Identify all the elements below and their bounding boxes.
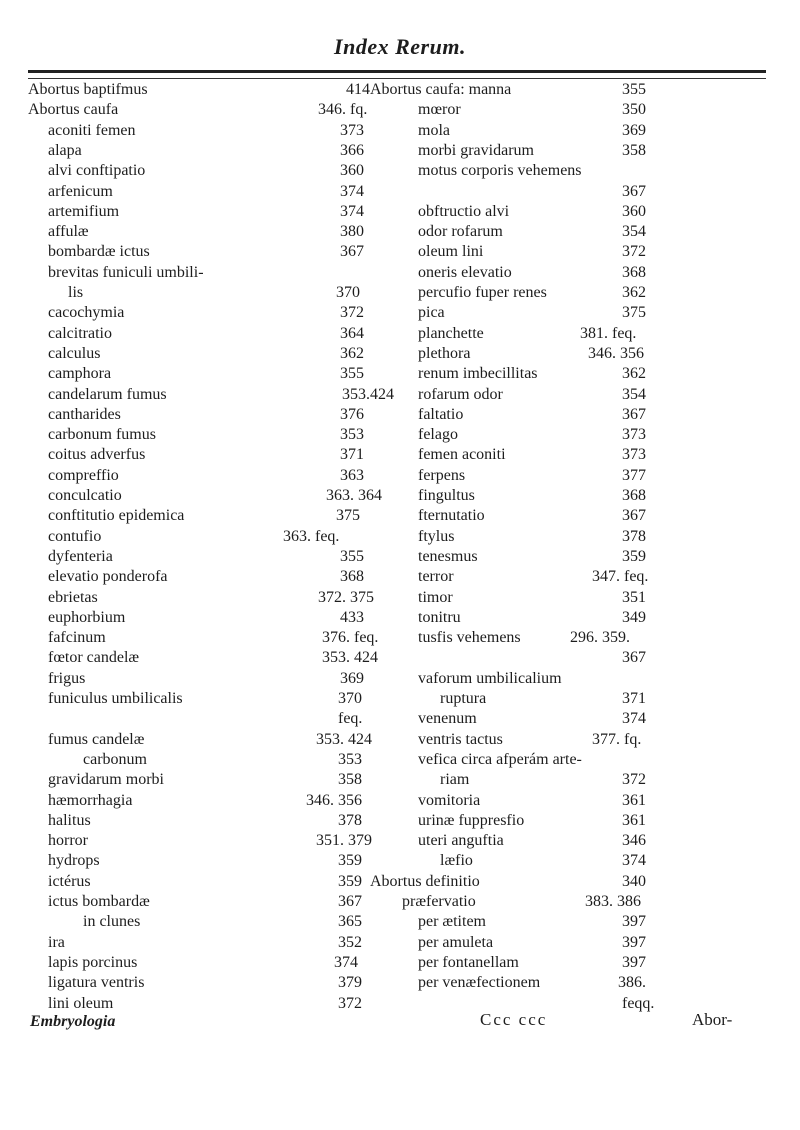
index-term: læfio <box>440 852 473 870</box>
index-pages: 369 <box>340 669 364 687</box>
index-entry <box>402 892 641 912</box>
index-pages: 379 <box>338 974 362 992</box>
index-term: horror <box>48 832 88 850</box>
index-term: fœtor candelæ <box>48 649 140 667</box>
index-pages: 374 <box>334 953 358 971</box>
index-entry <box>48 770 362 790</box>
index-term: artemifium <box>48 202 120 220</box>
index-pages: 381. feq. <box>580 324 637 342</box>
index-pages: 353 <box>338 750 362 768</box>
index-entry <box>48 973 362 993</box>
index-pages: 346. 356 <box>306 791 362 809</box>
index-term: carbonum <box>83 750 147 768</box>
index-pages: 368 <box>622 487 646 504</box>
index-entry <box>83 750 362 770</box>
index-pages: feq. <box>338 710 363 728</box>
index-pages: 367 <box>338 893 362 910</box>
index-entry <box>418 669 562 689</box>
index-term: planchette <box>418 324 484 342</box>
index-pages: 376. feq. <box>322 629 379 647</box>
index-pages: 353. 424 <box>316 730 372 748</box>
index-entry <box>48 385 394 405</box>
index-term: aconiti femen <box>48 121 136 139</box>
index-pages: 346. fq. <box>318 101 368 119</box>
index-entry <box>418 730 642 750</box>
index-term: timor <box>418 588 453 606</box>
index-entry <box>418 100 646 120</box>
index-pages: 363. 364 <box>326 487 382 504</box>
index-pages: 354 <box>622 385 646 403</box>
index-pages: 377. fq. <box>592 730 642 748</box>
index-entry <box>418 709 646 729</box>
index-entry <box>418 385 646 405</box>
index-pages: 375 <box>622 304 646 322</box>
index-term: calculus <box>48 344 101 362</box>
index-pages: 376 <box>340 405 364 423</box>
index-pages: 414 <box>346 81 370 98</box>
index-term: fumus candelæ <box>48 730 145 748</box>
index-entry <box>418 324 637 344</box>
index-term: præfervatio <box>402 893 476 910</box>
index-term: plethora <box>418 344 471 362</box>
index-term: ruptura <box>440 690 487 707</box>
index-pages: 375 <box>336 507 360 525</box>
index-pages: 347. feq. <box>592 568 649 586</box>
index-entry <box>48 892 362 912</box>
index-entry <box>48 648 378 668</box>
index-entry <box>418 831 646 851</box>
index-pages: 349 <box>622 608 646 626</box>
index-entry <box>418 303 646 323</box>
index-entry <box>418 811 646 831</box>
index-term: ftylus <box>418 527 455 545</box>
index-term: tusfis vehemens <box>418 629 521 647</box>
index-entry <box>48 689 362 709</box>
index-pages: 374 <box>340 182 364 200</box>
index-entry <box>48 405 364 425</box>
index-term: percufio fuper renes <box>418 284 547 301</box>
index-term: lapis porcinus <box>48 953 138 971</box>
index-entry <box>48 466 364 486</box>
index-term: arfenicum <box>48 182 113 200</box>
index-entry <box>48 161 364 181</box>
index-term: gravidarum morbi <box>48 771 164 789</box>
index-entry <box>48 263 204 283</box>
index-term: ventris tactus <box>418 730 503 748</box>
index-term: in clunes <box>83 913 141 931</box>
index-pages: 374 <box>622 710 646 728</box>
index-entry <box>48 811 362 831</box>
index-pages: 374 <box>340 202 364 220</box>
index-entry <box>48 182 364 202</box>
index-entry <box>440 851 646 871</box>
index-term: pica <box>418 304 445 322</box>
index-entry <box>418 161 582 181</box>
index-pages: 371 <box>340 446 364 464</box>
index-term: vomitoria <box>418 791 481 809</box>
index-pages: 373 <box>622 426 646 444</box>
index-pages: 362 <box>340 344 364 362</box>
index-pages: 377 <box>622 466 646 484</box>
index-pages: 351. 379 <box>316 832 372 850</box>
index-pages: 358 <box>622 141 646 159</box>
index-entry <box>48 242 364 262</box>
index-term: ictérus <box>48 872 91 890</box>
index-term: dyfenteria <box>48 547 113 565</box>
index-pages: 397 <box>622 953 646 971</box>
index-term: hydrops <box>48 852 100 870</box>
index-entry <box>48 324 364 344</box>
index-pages: 370 <box>338 690 362 707</box>
index-pages: 372 <box>622 771 646 789</box>
index-entry <box>418 750 582 770</box>
index-pages: 362 <box>622 365 646 383</box>
index-entry <box>48 953 358 973</box>
index-entry <box>28 100 368 120</box>
index-term: camphora <box>48 365 112 383</box>
index-pages: 366 <box>340 141 364 159</box>
index-pages: 364 <box>340 324 364 342</box>
index-entry <box>48 121 364 141</box>
index-pages: 346. 356 <box>588 344 644 362</box>
index-entry <box>418 973 646 993</box>
index-pages: 353.424 <box>342 385 394 403</box>
index-pages: 373 <box>340 121 364 139</box>
index-term: compreffio <box>48 466 119 484</box>
index-entry <box>370 872 646 892</box>
index-pages: 359 <box>338 872 362 890</box>
index-pages: 369 <box>622 121 646 139</box>
index-pages: 353. 424 <box>322 649 378 667</box>
page-title: Index Rerum. <box>334 34 466 59</box>
index-term: bombardæ ictus <box>48 243 150 261</box>
index-entry <box>48 547 364 567</box>
index-term: uteri anguftia <box>418 832 504 850</box>
index-entry <box>418 344 644 364</box>
index-pages: 372 <box>338 994 362 1012</box>
index-entry <box>418 425 646 445</box>
index-pages: 378 <box>622 527 646 545</box>
index-term: alapa <box>48 141 82 159</box>
index-pages: 380 <box>340 223 364 241</box>
index-term: tonitru <box>418 608 461 626</box>
index-entry <box>418 405 646 425</box>
index-pages: 367 <box>622 649 646 667</box>
index-entry <box>418 628 630 648</box>
index-entry <box>418 791 646 811</box>
index-term: ira <box>48 933 65 951</box>
index-entry <box>48 202 364 222</box>
index-pages: 368 <box>622 263 646 281</box>
index-entry <box>48 527 340 547</box>
index-pages: 368 <box>340 568 364 586</box>
index-pages: 372 <box>340 304 364 322</box>
index-entry <box>418 364 646 384</box>
index-term: motus corporis vehemens <box>418 162 582 180</box>
index-entry <box>48 486 382 506</box>
index-pages: 383. 386 <box>585 893 641 910</box>
index-term: halitus <box>48 811 91 829</box>
index-pages: 362 <box>622 284 646 301</box>
index-pages: 361 <box>622 811 646 829</box>
index-entry <box>418 283 646 303</box>
index-term: odor rofarum <box>418 223 503 241</box>
index-term: venenum <box>418 710 477 728</box>
index-term: contufio <box>48 527 102 545</box>
index-entry <box>418 141 646 161</box>
index-pages: 363. feq. <box>283 527 340 545</box>
index-term: femen aconiti <box>418 446 506 464</box>
index-entry <box>28 80 370 100</box>
index-term: renum imbecillitas <box>418 365 538 383</box>
index-entry <box>418 933 646 953</box>
index-pages: 358 <box>338 771 362 789</box>
index-term: alvi conftipatio <box>48 162 146 180</box>
index-term: carbonum fumus <box>48 426 156 444</box>
index-pages: 354 <box>622 223 646 241</box>
index-term: euphorbium <box>48 608 126 626</box>
index-term: frigus <box>48 669 86 687</box>
index-term: elevatio ponderofa <box>48 568 168 586</box>
index-pages: 397 <box>622 913 646 931</box>
index-term: vefica circa afperám arte- <box>418 750 582 768</box>
index-pages: 352 <box>338 933 362 951</box>
index-term: conftitutio epidemica <box>48 507 185 525</box>
index-entry <box>418 242 646 262</box>
index-pages: 359 <box>622 547 646 565</box>
index-term: ebrietas <box>48 588 98 606</box>
signature-mark: Ccc ccc <box>480 1010 548 1029</box>
index-term: terror <box>418 568 454 586</box>
index-entry <box>418 121 646 141</box>
index-pages: 355 <box>622 81 646 98</box>
index-pages: 372. 375 <box>318 588 374 606</box>
index-entry <box>418 912 646 932</box>
index-pages: 359 <box>338 852 362 870</box>
index-pages: 367 <box>622 405 646 423</box>
index-entry <box>48 141 364 161</box>
index-pages: 355 <box>340 547 364 565</box>
index-term: Abortus caufa: manna <box>370 81 512 98</box>
index-pages: 363 <box>340 466 364 484</box>
index-term: urinæ fuppresfio <box>418 811 525 829</box>
index-pages: 365 <box>338 913 362 931</box>
index-entry <box>418 567 649 587</box>
index-entry <box>440 770 646 790</box>
index-entry <box>418 202 646 222</box>
index-term: Abortus definitio <box>370 872 480 890</box>
index-pages: 355 <box>340 365 364 383</box>
index-pages: 397 <box>622 933 646 951</box>
index-entry <box>418 547 646 567</box>
index-term: per ætitem <box>418 913 486 931</box>
index-term: brevitas funiculi umbili- <box>48 263 204 281</box>
index-term: fternutatio <box>418 507 485 525</box>
index-term: felago <box>418 426 458 444</box>
index-term: Abortus baptifmus <box>28 81 148 98</box>
index-term: candelarum fumus <box>48 385 167 403</box>
index-entry <box>440 689 646 709</box>
index-term: tenesmus <box>418 547 478 565</box>
index-term: coitus adverfus <box>48 446 146 464</box>
index-term: ictus bombardæ <box>48 893 150 910</box>
index-term: vaforum umbilicalium <box>418 669 562 687</box>
index-pages: 374 <box>622 852 646 870</box>
index-entry <box>418 466 646 486</box>
index-pages: 360 <box>622 202 646 220</box>
index-entry <box>418 486 646 506</box>
index-entry <box>48 506 360 526</box>
index-pages: 386. <box>618 974 646 992</box>
index-term: mœror <box>418 101 461 119</box>
index-term: lis <box>68 284 84 301</box>
index-term: fafcinum <box>48 629 106 647</box>
index-entry <box>48 608 364 628</box>
index-entry <box>48 445 364 465</box>
index-entry <box>418 527 646 547</box>
catchword-left: Embryologia <box>30 1013 116 1030</box>
index-term: morbi gravidarum <box>418 141 534 159</box>
index-term: lini oleum <box>48 994 114 1012</box>
index-entry <box>48 831 372 851</box>
index-pages: feqq. <box>622 994 655 1012</box>
index-entry <box>48 851 362 871</box>
index-term: cantharides <box>48 405 121 423</box>
index-entry <box>370 80 646 100</box>
index-entry <box>48 791 362 811</box>
index-entry <box>48 222 364 242</box>
index-pages: 353 <box>340 426 364 444</box>
index-term: ligatura ventris <box>48 974 145 992</box>
index-entry <box>68 283 360 303</box>
index-term: oleum lini <box>418 243 484 261</box>
index-entry <box>48 344 364 364</box>
index-entry <box>418 445 646 465</box>
index-pages: 367 <box>622 182 646 200</box>
index-term: per amuleta <box>418 933 494 951</box>
index-pages: 373 <box>622 446 646 464</box>
index-entry <box>48 567 364 587</box>
index-entry <box>48 933 362 953</box>
index-entry <box>418 222 646 242</box>
index-entry <box>418 263 646 283</box>
index-entry <box>48 872 362 892</box>
index-term: faltatio <box>418 405 464 423</box>
index-term: rofarum odor <box>418 385 503 403</box>
header-rule <box>28 70 766 79</box>
index-entry <box>48 669 364 689</box>
index-pages: 378 <box>338 811 362 829</box>
index-term: mola <box>418 121 450 139</box>
index-entry <box>418 588 646 608</box>
index-pages: 367 <box>340 243 364 261</box>
index-entry <box>48 628 379 648</box>
index-entry <box>48 303 364 323</box>
index-term: calcitratio <box>48 324 112 342</box>
index-entry <box>48 425 364 445</box>
index-pages: 296. 359. <box>570 629 630 647</box>
index-entry <box>83 912 362 932</box>
index-pages: 350 <box>622 101 646 119</box>
index-term: affulæ <box>48 223 89 241</box>
index-term: oneris elevatio <box>418 263 512 281</box>
index-term: conculcatio <box>48 487 122 504</box>
index-term: cacochymia <box>48 304 125 322</box>
index-pages: 360 <box>340 162 364 180</box>
index-term: hæmorrhagia <box>48 791 133 809</box>
index-term: riam <box>440 771 470 789</box>
index-entry <box>418 953 646 973</box>
index-pages: 361 <box>622 791 646 809</box>
index-pages: 372 <box>622 243 646 261</box>
index-term: ferpens <box>418 466 466 484</box>
index-pages: 433 <box>340 608 364 626</box>
catchword-right: Abor- <box>692 1010 733 1029</box>
index-pages: 371 <box>622 690 646 707</box>
index-pages: 367 <box>622 507 646 525</box>
index-pages: 351 <box>622 588 646 606</box>
index-term: Abortus caufa <box>28 101 119 119</box>
index-entry <box>48 730 372 750</box>
index-term: per venæfectionem <box>418 974 541 992</box>
index-pages: 340 <box>622 872 646 890</box>
index-term: fingultus <box>418 487 475 504</box>
index-entry <box>48 364 364 384</box>
index-term: per fontanellam <box>418 953 519 971</box>
index-entry <box>418 608 646 628</box>
index-entry <box>48 994 362 1014</box>
index-pages: 346 <box>622 832 646 850</box>
index-pages: 370 <box>336 284 360 301</box>
index-term: obftructio alvi <box>418 202 510 220</box>
index-term: funiculus umbilicalis <box>48 690 183 707</box>
index-entry <box>418 506 646 526</box>
index-entry <box>48 588 374 608</box>
